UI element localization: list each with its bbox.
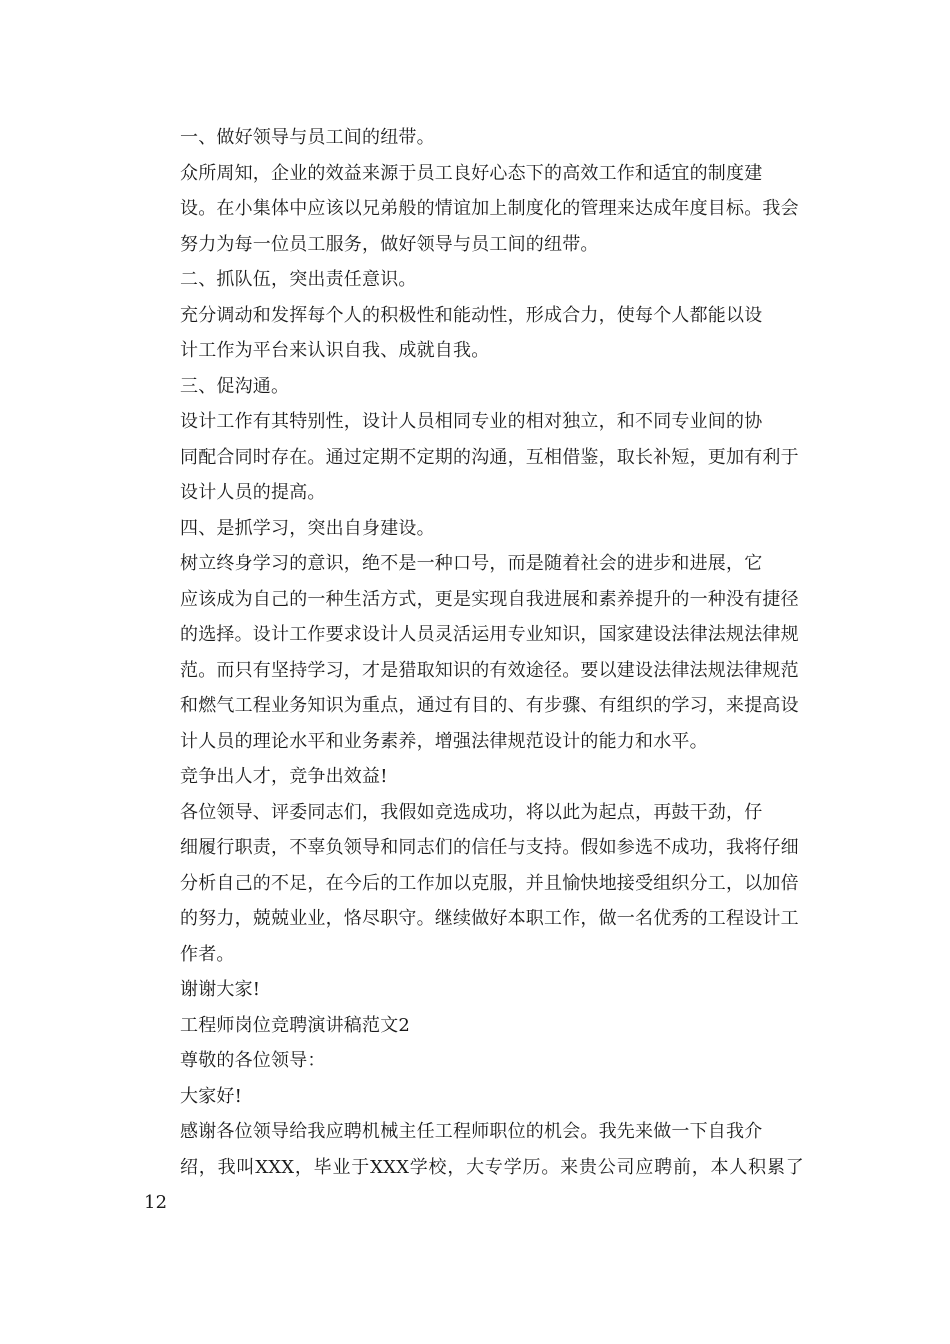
section-heading-2: 二、抓队伍，突出责任意识。	[180, 269, 417, 290]
salutation: 尊敬的各位领导：	[180, 1050, 326, 1071]
document-subtitle: 工程师岗位竞聘演讲稿范文2	[180, 1014, 411, 1036]
body-paragraph: 感谢各位领导给我应聘机械主任工程师职位的机会。我先来做一下自我介 绍，我叫XXX，毕业于XXX学校，大专学历。来贵公司应聘前，本人积累了12	[144, 1121, 804, 1213]
greeting: 大家好!	[180, 1085, 243, 1107]
document-body	[144, 120, 804, 1221]
section-heading-1: 一、做好领导与员工间的纽带。	[180, 127, 435, 148]
body-paragraph: 树立终身学习的意识，绝不是一种口号，而是随着社会的进步和进展，它 应该成为自己的一种生活方式，更是实现自我进展和素养提升的一种没有捷径 的选择。设计工作要求设计人员灵活运用专业知识，国家建设法律法规法律规 范。而只有坚持学习，才是猎取知识的有效途径。要以建设法律法规法律规范 和燃气工程业务知识为重点，通过有目的、有步骤、有组织的学习，来提高设 计人员的理论水平和业务素养，增强法律规范设计的能力和水平。	[180, 553, 799, 752]
slogan-line: 竞争出人才，竞争出效益!	[180, 766, 388, 787]
body-paragraph: 设计工作有其特别性，设计人员相同专业的相对独立，和不同专业间的协 同配合同时存在。通过定期不定期的沟通，互相借鉴，取长补短，更加有利于 设计人员的提高。	[180, 411, 799, 503]
section-heading-4: 四、是抓学习，突出自身建设。	[180, 517, 435, 539]
section-heading-3: 三、促沟通。	[180, 375, 290, 397]
body-paragraph: 众所周知，企业的效益来源于员工良好心态下的高效工作和适宜的制度建 设。在小集体中应该以兄弟般的情谊加上制度化的管理来达成年度目标。我会 努力为每一位员工服务，做好领导与员工间的纽带。	[180, 162, 799, 255]
closing-thanks: 谢谢大家!	[180, 979, 261, 1000]
body-paragraph: 充分调动和发挥每个人的积极性和能动性，形成合力，使每个人都能以设 计工作为平台来认识自我、成就自我。	[180, 304, 763, 361]
body-paragraph: 各位领导、评委同志们，我假如竞选成功，将以此为起点，再鼓干劲，仔 细履行职责，不辜负领导和同志们的信任与支持。假如参选不成功，我将仔细 分析自己的不足，在今后的工作加以克服，并且愉快地接受组织分工，以加倍 的努力，兢兢业业，恪尽职守。继续做好本职工作，做一名优秀的工程设计工 作者。	[180, 801, 799, 965]
